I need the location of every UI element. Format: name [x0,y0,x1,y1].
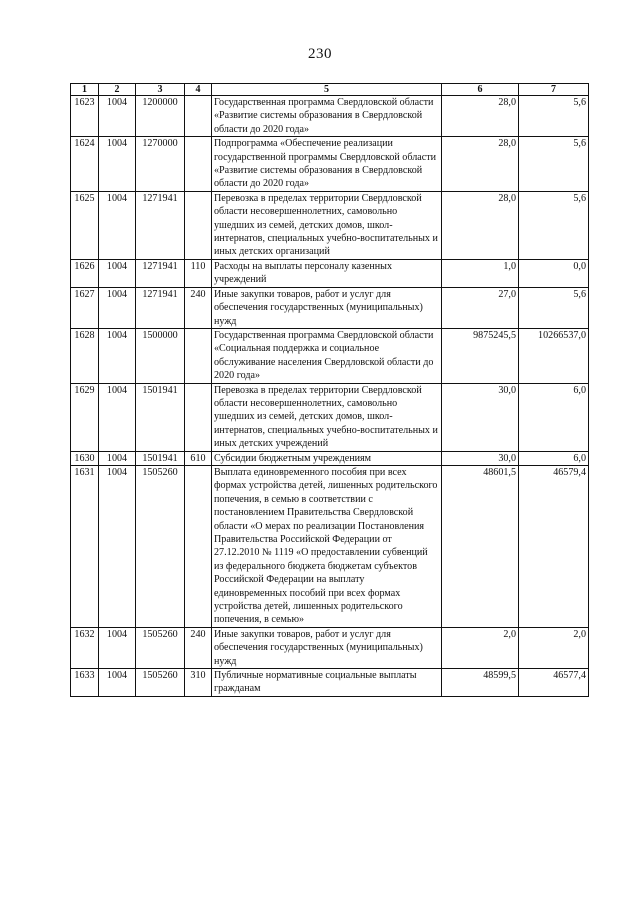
row-number: 1627 [71,287,99,328]
description: Расходы на выплаты персоналу казенных учреждений [212,259,442,287]
table-row [71,287,589,328]
description: Выплата единовременного пособия при всех формах устройства детей, лишенных родительского попечения, в семью в соответствии с постановлением Правительства Свердловской области «О мерах по реализации Постановления Правительства Российской Федерации от 27.12.2010 № 1119 «О предоставлении субвенций из федерального бюджета бюджетам субъектов Российской Федерации на выплату единовременных пособий при всех формах устройства детей, лишенных родительского попечения, в семью» [212,465,442,627]
header-col-2: 2 [99,84,136,96]
header-col-7: 7 [519,84,589,96]
expense-type: 610 [185,451,212,465]
amount-col-6: 28,0 [442,191,519,259]
section-code: 1004 [99,259,136,287]
row-number: 1632 [71,627,99,668]
expense-type [185,137,212,192]
row-number: 1633 [71,669,99,697]
amount-col-6: 9875245,5 [442,328,519,383]
row-number: 1628 [71,328,99,383]
amount-col-7: 46577,4 [519,669,589,697]
table-body [71,96,589,697]
table-row [71,191,589,259]
table-row [71,383,589,451]
description: Субсидии бюджетным учреждениям [212,451,442,465]
amount-col-7: 5,6 [519,287,589,328]
amount-col-6: 48601,5 [442,465,519,627]
target-code: 1505260 [136,627,185,668]
description: Перевозка в пределах территории Свердловской области несовершеннолетних, самовольно ушедших из семей, детских домов, школ-интернатов, специальных учебно-воспитательных и иных детских организаций [212,191,442,259]
table-row [71,137,589,192]
expense-type: 240 [185,627,212,668]
amount-col-6: 48599,5 [442,669,519,697]
amount-col-7: 5,6 [519,191,589,259]
amount-col-7: 5,6 [519,96,589,137]
section-code: 1004 [99,191,136,259]
row-number: 1625 [71,191,99,259]
table-header [71,84,589,96]
target-code: 1501941 [136,451,185,465]
amount-col-6: 28,0 [442,96,519,137]
expense-type [185,96,212,137]
target-code: 1270000 [136,137,185,192]
header-col-1: 1 [71,84,99,96]
target-code: 1271941 [136,287,185,328]
amount-col-6: 27,0 [442,287,519,328]
header-col-4: 4 [185,84,212,96]
amount-col-7: 6,0 [519,451,589,465]
table-row [71,669,589,697]
expense-type [185,465,212,627]
expense-type: 240 [185,287,212,328]
expense-type [185,383,212,451]
section-code: 1004 [99,669,136,697]
amount-col-7: 6,0 [519,383,589,451]
expense-type [185,191,212,259]
table-row [71,451,589,465]
header-col-3: 3 [136,84,185,96]
expense-type: 110 [185,259,212,287]
description: Подпрограмма «Обеспечение реализации государственной программы Свердловской области «Развитие системы образования в Свердловской области до 2020 года» [212,137,442,192]
description: Перевозка в пределах территории Свердловской области несовершеннолетних, самовольно ушедших из семей, детских домов, школ-интернатов, специальных учебно-воспитательных и иных детских учреждений [212,383,442,451]
target-code: 1500000 [136,328,185,383]
row-number: 1624 [71,137,99,192]
description: Публичные нормативные социальные выплаты гражданам [212,669,442,697]
table-row [71,96,589,137]
header-col-5: 5 [212,84,442,96]
description: Государственная программа Свердловской области «Развитие системы образования в Свердловской области до 2020 года» [212,96,442,137]
table-row [71,259,589,287]
expense-type: 310 [185,669,212,697]
amount-col-7: 2,0 [519,627,589,668]
target-code: 1505260 [136,669,185,697]
target-code: 1200000 [136,96,185,137]
target-code: 1271941 [136,191,185,259]
table-row [71,328,589,383]
description: Иные закупки товаров, работ и услуг для обеспечения государственных (муниципальных) нужд [212,627,442,668]
section-code: 1004 [99,287,136,328]
amount-col-6: 1,0 [442,259,519,287]
header-row [71,84,589,96]
header-col-6: 6 [442,84,519,96]
page-number: 230 [308,46,332,62]
amount-col-7: 46579,4 [519,465,589,627]
amount-col-6: 2,0 [442,627,519,668]
section-code: 1004 [99,627,136,668]
row-number: 1626 [71,259,99,287]
expense-type [185,328,212,383]
amount-col-7: 10266537,0 [519,328,589,383]
section-code: 1004 [99,451,136,465]
target-code: 1271941 [136,259,185,287]
section-code: 1004 [99,383,136,451]
row-number: 1623 [71,96,99,137]
amount-col-7: 0,0 [519,259,589,287]
amount-col-6: 30,0 [442,383,519,451]
target-code: 1505260 [136,465,185,627]
row-number: 1629 [71,383,99,451]
section-code: 1004 [99,328,136,383]
amount-col-6: 30,0 [442,451,519,465]
budget-table [70,83,589,697]
amount-col-7: 5,6 [519,137,589,192]
row-number: 1631 [71,465,99,627]
row-number: 1630 [71,451,99,465]
description: Государственная программа Свердловской области «Социальная поддержка и социальное обслуживание населения Свердловской области до 2020 года» [212,328,442,383]
section-code: 1004 [99,465,136,627]
amount-col-6: 28,0 [442,137,519,192]
section-code: 1004 [99,137,136,192]
section-code: 1004 [99,96,136,137]
table-row [71,627,589,668]
target-code: 1501941 [136,383,185,451]
table-row [71,465,589,627]
description: Иные закупки товаров, работ и услуг для обеспечения государственных (муниципальных) нужд [212,287,442,328]
